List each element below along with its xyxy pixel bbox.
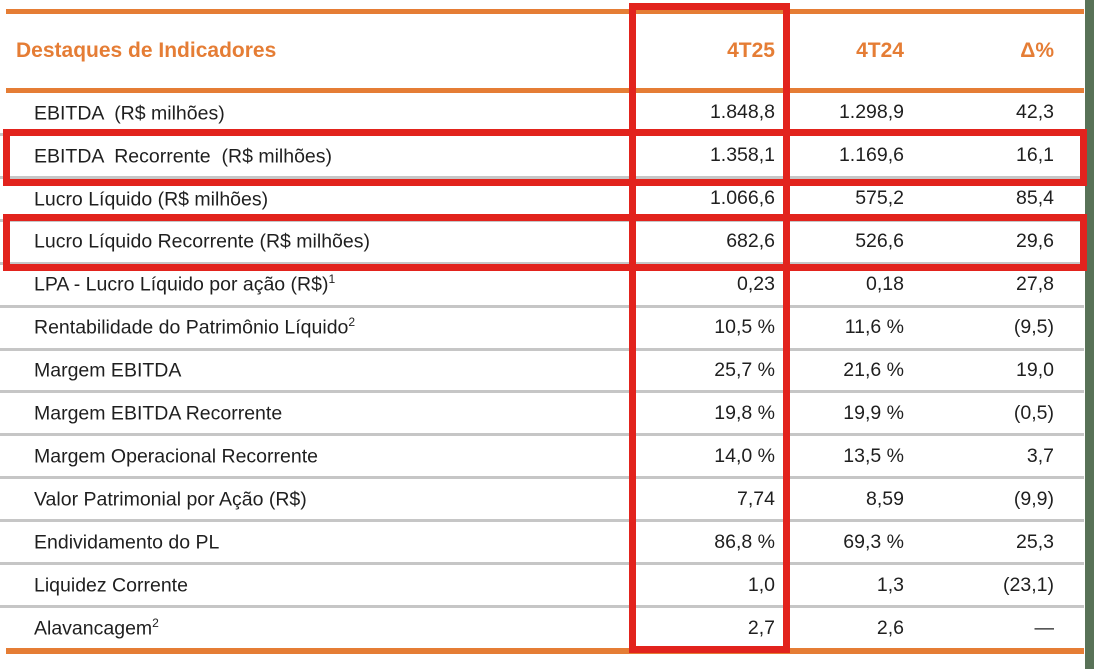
table-row	[0, 222, 1084, 265]
col-header-4t25: 4T25	[727, 39, 775, 62]
row-label: Valor Patrimonial por Ação (R$)	[34, 488, 307, 511]
value-4t24: 19,9 %	[843, 401, 904, 424]
value-4t25: 1,0	[747, 573, 775, 596]
value-4t24: 0,18	[866, 273, 904, 296]
table-row	[0, 93, 1084, 136]
table-row	[0, 393, 1084, 436]
value-delta: 25,3	[1016, 530, 1054, 553]
value-4t25: 19,8 %	[714, 401, 775, 424]
value-4t24: 1.169,6	[838, 144, 904, 167]
value-4t24: 2,6	[876, 616, 904, 639]
col-header-4t24: 4T24	[856, 39, 904, 62]
value-delta: (0,5)	[1013, 401, 1054, 424]
value-4t25: 10,5 %	[714, 316, 775, 339]
row-label: Margem Operacional Recorrente	[34, 445, 318, 468]
value-4t25: 2,7	[747, 616, 775, 639]
table-header	[0, 14, 1084, 88]
row-label-footnote: 2	[152, 615, 159, 630]
value-delta: 29,6	[1016, 230, 1054, 253]
value-delta: (23,1)	[1003, 573, 1054, 596]
table-row	[0, 565, 1084, 608]
value-4t25: 1.358,1	[709, 144, 775, 167]
col-header-delta: Δ%	[1020, 39, 1054, 62]
row-label: Lucro Líquido Recorrente (R$ milhões)	[34, 230, 370, 253]
value-4t25: 25,7 %	[714, 358, 775, 381]
table-row	[0, 265, 1084, 308]
row-label: Alavancagem$^2$	[34, 615, 159, 640]
row-label: Margem EBITDA	[34, 359, 182, 382]
row-label-footnote: 1	[328, 272, 336, 287]
right-edge-strip	[1085, 0, 1094, 669]
table-body	[0, 93, 1084, 648]
row-label: EBITDA (R$ milhões)	[34, 102, 225, 125]
table-row	[0, 136, 1084, 179]
value-delta: 27,8	[1016, 273, 1054, 296]
row-label: Margem EBITDA Recorrente	[34, 402, 283, 425]
table-row	[0, 479, 1084, 522]
row-label: EBITDA Recorrente (R$ milhões)	[34, 145, 333, 168]
value-4t25: 0,23	[737, 273, 775, 296]
value-delta: (9,5)	[1013, 316, 1054, 339]
row-label: Endividamento do PL	[34, 531, 220, 554]
table-title: Destaques de Indicadores	[16, 39, 277, 62]
value-4t24: 69,3 %	[843, 530, 904, 553]
value-4t24: 21,6 %	[843, 358, 904, 381]
table-row	[0, 436, 1084, 479]
value-4t24: 1,3	[876, 573, 904, 596]
value-4t24: 13,5 %	[843, 444, 904, 467]
table-row	[0, 351, 1084, 394]
value-4t25: 14,0 %	[714, 444, 775, 467]
value-4t25: 1.848,8	[709, 101, 775, 124]
value-4t25: 86,8 %	[714, 530, 775, 553]
table-row	[0, 608, 1084, 648]
value-4t24: 1.298,9	[838, 101, 904, 124]
table-row	[0, 522, 1084, 565]
value-delta: 19,0	[1016, 358, 1054, 381]
value-4t24: 8,59	[866, 487, 904, 510]
row-label: Rentabilidade do Patrimônio Líquido$^2$	[34, 315, 356, 339]
value-delta: 3,7	[1026, 444, 1054, 467]
value-4t25: 1.066,6	[709, 187, 775, 210]
value-delta: 16,1	[1016, 144, 1054, 167]
row-label: Liquidez Corrente	[34, 574, 188, 597]
row-label-footnote: 2	[348, 315, 356, 330]
value-delta: (9,9)	[1013, 487, 1054, 510]
row-label: LPA - Lucro Líquido por ação (R$)$^1$	[34, 272, 336, 296]
row-label: Lucro Líquido (R$ milhões)	[34, 188, 269, 211]
value-4t24: 575,2	[855, 187, 904, 210]
value-delta: 85,4	[1016, 187, 1054, 210]
value-4t24: 11,6 %	[844, 316, 904, 339]
value-4t25: 7,74	[737, 487, 775, 510]
value-4t25: 682,6	[726, 230, 775, 253]
table-row	[0, 308, 1084, 351]
value-4t24: 526,6	[855, 230, 904, 253]
value-delta: —	[1034, 616, 1054, 639]
table-row	[0, 179, 1084, 222]
value-delta: 42,3	[1016, 101, 1054, 124]
bottom-orange-rule	[6, 648, 1084, 654]
